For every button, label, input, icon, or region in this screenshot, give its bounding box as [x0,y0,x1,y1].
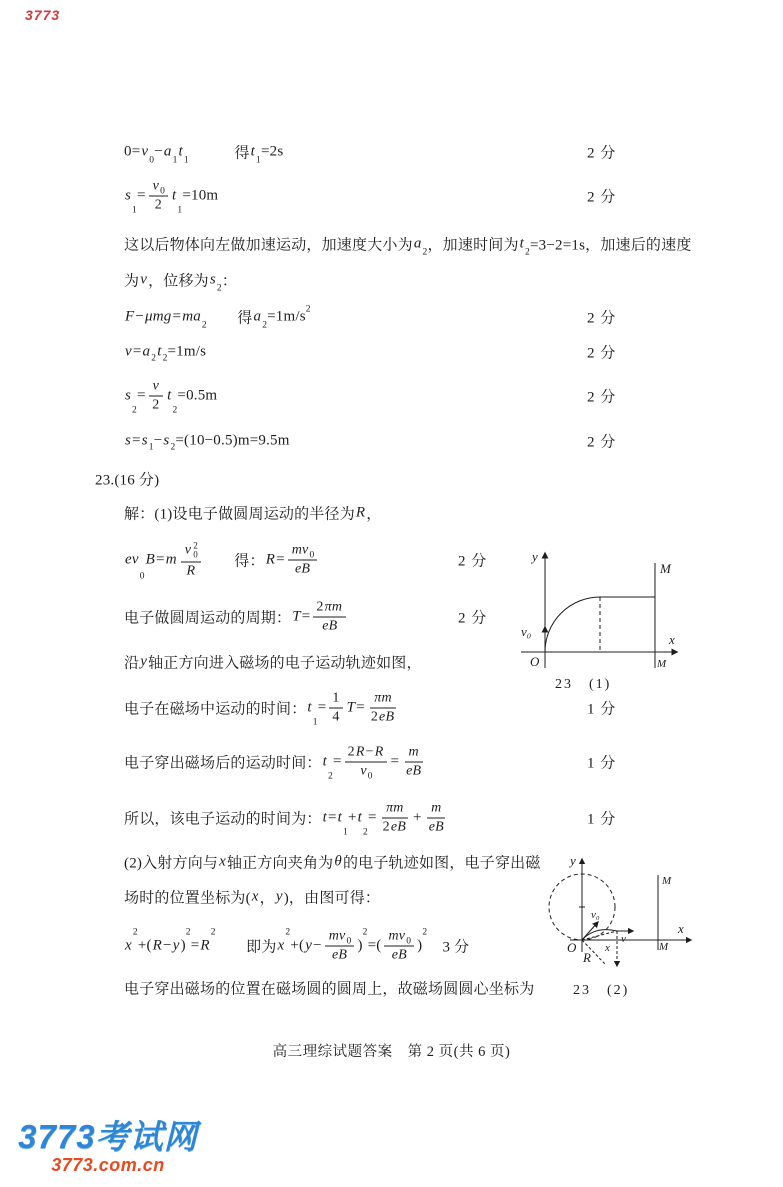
site-logo-name: 3773考试网 [18,1118,198,1155]
eq-f-mug: F − μmg = ma 2 得 a 2 =1m/s 2 [125,304,311,331]
eq-time-t2-score: 1 分 [587,755,617,772]
eq-s1-score: 2 分 [587,189,617,206]
eq-circle: x 2 +( R − y ) 2 = R 2 即为 x 2 +( y − mv 0 eB ) 2 =( mv 0 eB ) 2 3 分 [125,927,470,963]
top-watermark-logo: 3773 [25,7,61,23]
d2-y-label: y [570,853,576,868]
eq-f-mug-score: 2 分 [587,310,617,327]
d2-x-coord-label: x [605,942,610,954]
d1-M-top-label: M [660,561,671,576]
eq-v0-a1t1-score: 2 分 [587,145,617,162]
eq-s-total-score: 2 分 [587,434,617,451]
d2-v-label: v [621,933,626,945]
eq-time-total: 所以，该电子运动的时间为： t = t 1 + t 2 = πm 2 eB + $\frac{m}{eB}$ [124,800,444,838]
q23-heading: 23.(16 分) [95,472,160,489]
eq-s2: s 2 = $\frac{v}{2}$ t 2 =0.5m [125,378,218,416]
eq-time-t2: 电子穿出磁场后的运动时间： t 2 = 2 R − R v 0 = $\frac{m}{eB}$ [124,744,422,782]
eq-time-t1-score: 1 分 [587,701,617,718]
eq-s-total: s = s 1 − s 2 =(10−0.5)m=9.5m [125,432,290,453]
q23-sol-intro: 解：(1)设电子做圆周运动的半径为 R ， [124,504,382,523]
d1-x-label: x [669,632,675,647]
eq-period: 电子做圆周运动的周期： T = 2 πm eB [124,601,349,634]
d1-origin-label: O [530,654,540,669]
eq-period-score: 2 分 [458,610,488,627]
site-logo-url: 3773.com.cn [51,1155,165,1175]
eq-v-score: 2 分 [587,345,617,362]
site-logo [18,1120,198,1174]
d1-trajectory-arc [545,597,600,652]
para-accel-2: 为 v ，位移为 s 2 ： [124,271,238,294]
eq-s1: s 1 = v 0 2 t 1 =10m [125,178,219,216]
d1-v0-label: v₀ [521,624,532,639]
eq-v: v = a 2 t 2 =1m/s [125,343,207,364]
d2-origin-label: O [567,940,577,955]
d2-M-top-label: M [662,875,672,887]
eq-time-t1: 电子在磁场中运动的时间： t 1 = $\frac{1}{4}$ T = πm 2 eB [124,690,395,728]
q23-part2-1: (2)入射方向与 x 轴正方向夹角为 θ 的电子轨迹如图，电子穿出磁 [124,853,541,872]
text-trajectory: 沿 y 轴正方向进入磁场的电子运动轨迹如图， [124,653,422,672]
page-footer: 高三理综试题答案 第 2 页(共 6 页) [272,1044,511,1060]
d2-caption: 23 (2) [573,983,630,998]
eq-ev0b-score: 2 分 [458,553,488,570]
d1-M-bottom-label: M [657,658,667,670]
d2-R-label: R [583,950,591,965]
q23-part2-2: 场时的位置坐标为( x ， y )，由图可得： [124,888,381,907]
diagram-23-1 [513,545,693,695]
d2-x-label: x [678,921,684,936]
eq-ev0b: ev 0 B = m v 2 0 R 得： R = mv 0 eB [124,542,320,579]
d1-y-label: y [532,549,538,564]
eq-time-total-score: 1 分 [587,811,617,828]
d2-v0-label: v₀ [591,909,600,921]
para-accel-1: 这以后物体向左做加速运动，加速度大小为 a 2 ，加速时间为 t 2 =3−2=1s，加速后的速度 [124,235,692,258]
diagram-23-2 [525,852,705,1002]
d2-M-bottom-label: M [659,941,669,953]
eq-s2-score: 2 分 [587,389,617,406]
d1-caption: 23 (1) [555,677,612,692]
text-circle-center: 电子穿出磁场的位置在磁场圆的圆周上，故磁场圆圆心坐标为 [124,981,535,998]
eq-v0-a1t1: 0= v 0 − a 1 t 1 得 t 1 =2s [124,143,284,166]
